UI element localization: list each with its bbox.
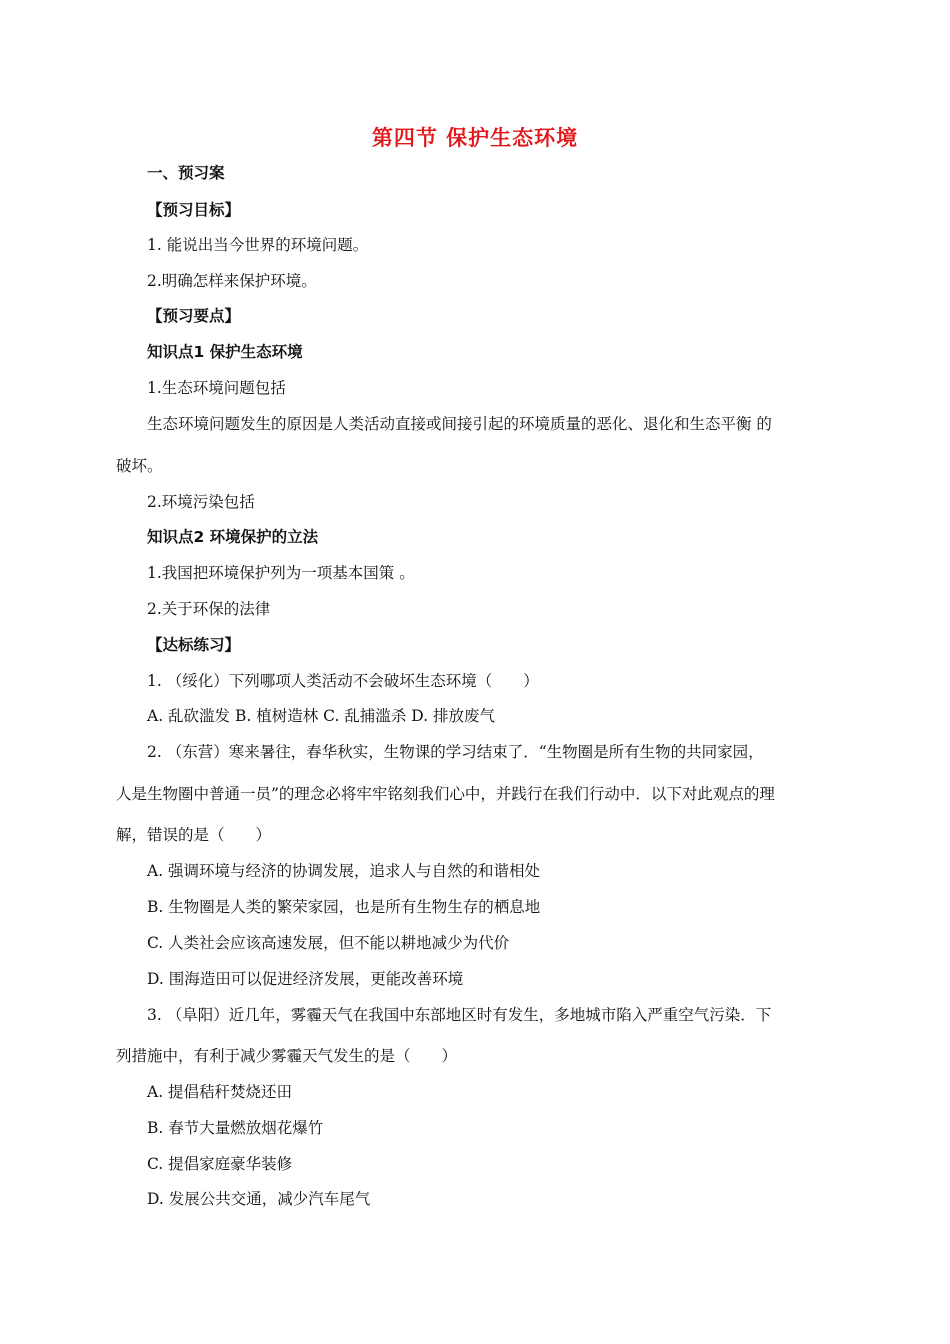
option-b: B. 春节大量燃放烟花爆竹 bbox=[147, 1119, 324, 1137]
option-a: A. 提倡秸秆焚烧还田 bbox=[147, 1083, 293, 1101]
goals-header: 【预习目标】 bbox=[147, 201, 241, 219]
points-header: 【预习要点】 bbox=[147, 307, 241, 325]
practice-header: 【达标练习】 bbox=[147, 636, 241, 654]
option-d: D. 发展公共交通，减少汽车尾气 bbox=[147, 1190, 371, 1208]
question-3-line: 列措施中，有利于减少雾霾天气发生的是（ ） bbox=[116, 1047, 458, 1065]
option-b: B. 生物圈是人类的繁荣家园，也是所有生物生存的栖息地 bbox=[147, 898, 541, 916]
knowledge-item: 2.环境污染包括 bbox=[147, 493, 255, 511]
knowledge-point-heading: 知识点2 环境保护的立法 bbox=[147, 528, 319, 546]
knowledge-item: 1.生态环境问题包括 bbox=[147, 379, 286, 397]
question-1: 1. （绥化）下列哪项人类活动不会破坏生态环境（ ） bbox=[147, 672, 539, 690]
page-title: 第四节 保护生态环境 bbox=[371, 126, 579, 150]
question-3-line: 3. （阜阳）近几年，雾霾天气在我国中东部地区时有发生，多地城市陷入严重空气污染．下 bbox=[147, 1006, 772, 1024]
paragraph-line: 破坏。 bbox=[116, 457, 163, 475]
knowledge-item: 2.关于环保的法律 bbox=[147, 600, 271, 618]
question-2-line: 人是生物圈中普通一员”的理念必将牢牢铭刻我们心中，并践行在我们行动中．以下对此观点的理 bbox=[116, 785, 775, 803]
knowledge-point-heading: 知识点1 保护生态环境 bbox=[147, 343, 303, 361]
goal-item: 2.明确怎样来保护环境。 bbox=[147, 272, 317, 290]
option-a: A. 强调环境与经济的协调发展，追求人与自然的和谐相处 bbox=[147, 862, 541, 880]
paragraph-line: 生态环境问题发生的原因是人类活动直接或间接引起的环境质量的恶化、退化和生态平衡 的 bbox=[147, 415, 772, 433]
option-c: C. 人类社会应该高速发展，但不能以耕地减少为代价 bbox=[147, 934, 510, 952]
question-2-line: 2. （东营）寒来暑往，春华秋实，生物课的学习结束了．“生物圈是所有生物的共同家园， bbox=[147, 743, 764, 761]
question-2-line: 解，错误的是（ ） bbox=[116, 826, 272, 844]
goal-item: 1. 能说出当今世界的环境问题。 bbox=[147, 236, 369, 254]
knowledge-item: 1.我国把环境保护列为一项基本国策 。 bbox=[147, 564, 415, 582]
option-d: D. 围海造田可以促进经济发展，更能改善环境 bbox=[147, 970, 464, 988]
question-1-options: A. 乱砍滥发 B. 植树造林 C. 乱捕滥杀 D. 排放废气 bbox=[147, 707, 495, 725]
option-c: C. 提倡家庭豪华装修 bbox=[147, 1155, 293, 1173]
section-heading: 一、预习案 bbox=[147, 164, 225, 182]
